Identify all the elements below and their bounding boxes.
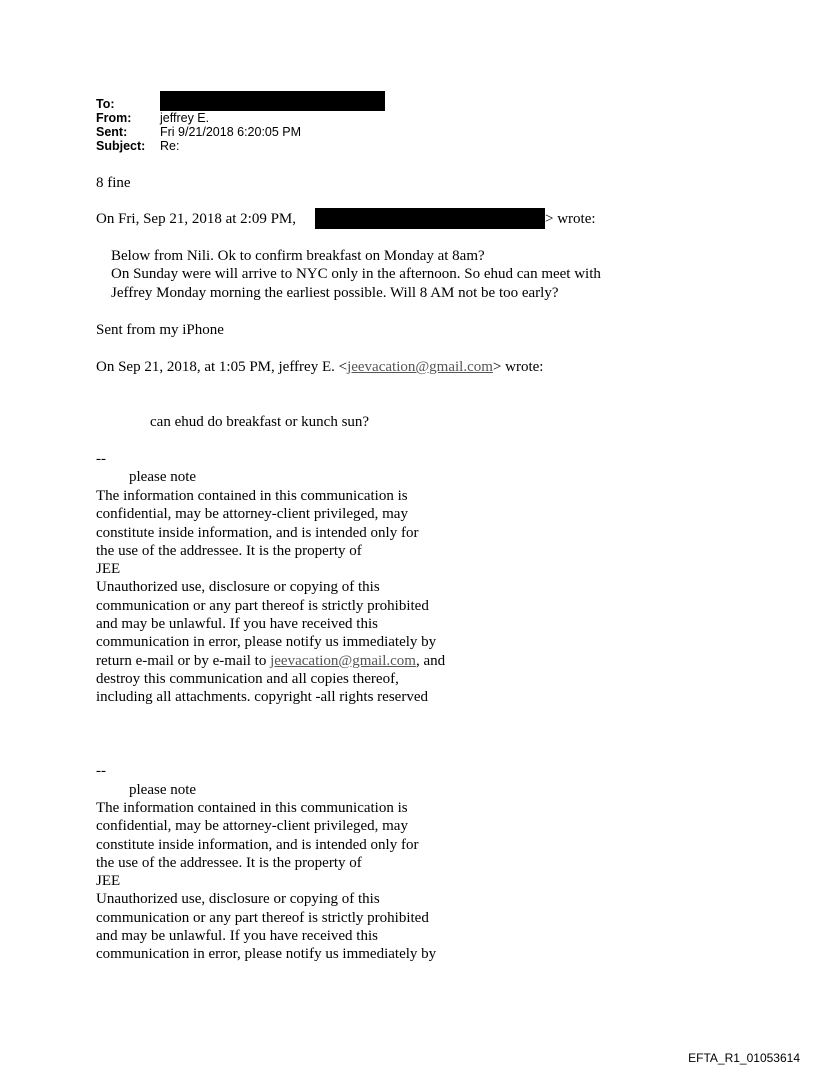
redaction-to bbox=[160, 91, 385, 111]
sent-from-signature: Sent from my iPhone bbox=[96, 322, 224, 338]
disclaimer-line: confidential, may be attorney-client privileged, may bbox=[96, 818, 408, 835]
quote1-prefix: On Fri, Sep 21, 2018 at 2:09 PM, bbox=[96, 211, 297, 227]
reply-text: 8 fine bbox=[96, 175, 131, 191]
quoted-line: Jeffrey Monday morning the earliest possible. Will 8 AM not be too early? bbox=[111, 284, 559, 301]
quote2-suffix: > wrote: bbox=[492, 359, 544, 375]
disclaimer-body bbox=[96, 799, 436, 964]
disclaimer-line: including all attachments. copyright -all rights reserved bbox=[96, 689, 428, 706]
quoted-line: On Sunday were will arrive to NYC only in the afternoon. So ehud can meet with bbox=[111, 266, 601, 283]
subject-value: Re: bbox=[160, 139, 180, 153]
disclaimer-line: The information contained in this communication is bbox=[96, 488, 408, 504]
disclaimer-line: communication or any part thereof is strictly prohibited bbox=[96, 909, 429, 926]
disclaimer-body bbox=[96, 487, 445, 707]
sent-label: Sent: bbox=[96, 125, 128, 139]
disclaimer-line: and may be unlawful. If you have received this bbox=[96, 616, 378, 633]
quoted-line: Below from Nili. Ok to confirm breakfast on Monday at 8am? bbox=[111, 248, 485, 264]
from-label: From: bbox=[96, 111, 132, 125]
disclaimer-line: constitute inside information, and is intended only for bbox=[96, 524, 419, 541]
disclaimer-line: the use of the addressee. It is the property of bbox=[96, 542, 362, 559]
disclaimer-line: The information contained in this communication is bbox=[96, 800, 408, 816]
document-id: EFTA_R1_01053614 bbox=[688, 1051, 800, 1065]
disclaimer-line: communication in error, please notify us immediately by bbox=[96, 946, 437, 963]
disclaimer-line: Unauthorized use, disclosure or copying of this bbox=[96, 891, 380, 908]
disclaimer-line: the use of the addressee. It is the property of bbox=[96, 854, 362, 871]
disclaimer-line: constitute inside information, and is intended only for bbox=[96, 836, 419, 853]
sent-value: Fri 9/21/2018 6:20:05 PM bbox=[160, 125, 302, 139]
email-line-prefix: return e-mail or by e-mail to bbox=[96, 652, 271, 669]
quote2-header bbox=[96, 358, 543, 376]
separator: -- bbox=[96, 763, 106, 779]
disclaimer-line: JEE bbox=[96, 873, 121, 890]
disclaimer-email-line bbox=[96, 652, 445, 670]
disclaimer-line: communication or any part thereof is strictly prohibited bbox=[96, 597, 429, 614]
disclaimer-line: destroy this communication and all copies thereof, bbox=[96, 670, 399, 687]
quote2-prefix: On Sep 21, 2018, at 1:05 PM, jeffrey E. < bbox=[96, 359, 348, 375]
question-text: can ehud do breakfast or kunch sun? bbox=[150, 414, 370, 430]
redaction-sender bbox=[315, 208, 545, 229]
from-value: jeffrey E. bbox=[160, 111, 210, 125]
disclaimer-line: Unauthorized use, disclosure or copying of this bbox=[96, 579, 380, 596]
to-label: To: bbox=[96, 97, 115, 111]
disclaimer-line: JEE bbox=[96, 561, 121, 578]
please-note: please note bbox=[129, 782, 197, 798]
email-link[interactable]: jeevacation@gmail.com bbox=[347, 359, 493, 375]
please-note: please note bbox=[129, 469, 197, 485]
subject-label: Subject: bbox=[96, 139, 146, 153]
email-line-suffix: , and bbox=[415, 652, 446, 669]
quoted-message bbox=[111, 247, 601, 302]
quote1-suffix: > wrote: bbox=[545, 211, 596, 227]
disclaimer-line: and may be unlawful. If you have received this bbox=[96, 928, 378, 945]
email-link[interactable]: jeevacation@gmail.com bbox=[270, 652, 416, 669]
separator: -- bbox=[96, 451, 106, 467]
disclaimer-line: communication in error, please notify us immediately by bbox=[96, 634, 437, 651]
disclaimer-line: confidential, may be attorney-client privileged, may bbox=[96, 506, 408, 523]
